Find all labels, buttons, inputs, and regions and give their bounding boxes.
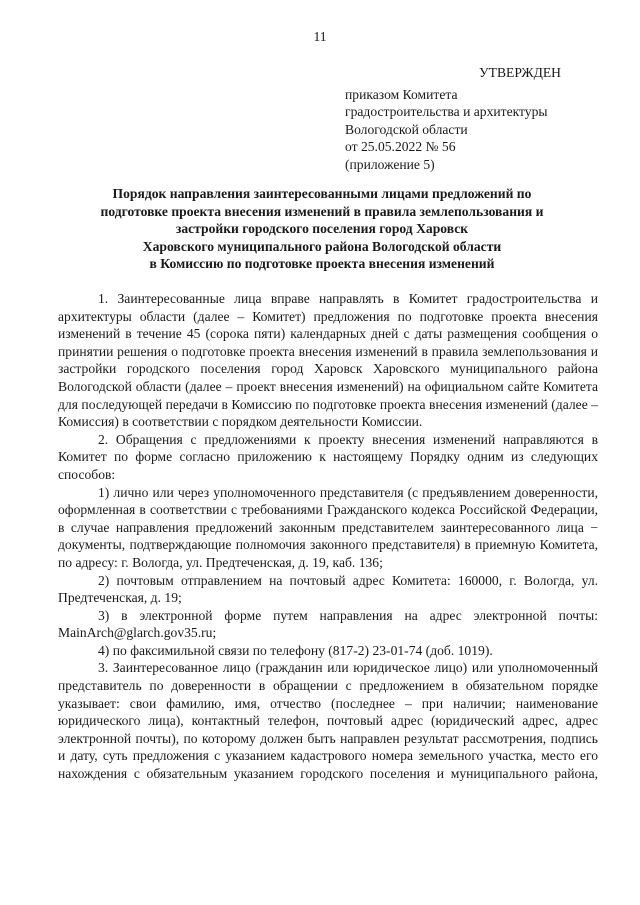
document-body	[58, 290, 598, 783]
title-line: в Комиссию по подготовке проекта внесения изменений	[149, 256, 495, 272]
approval-line: градостроительства и архитектуры	[345, 104, 548, 120]
approval-line: от 25.05.2022 № 56	[345, 139, 456, 155]
title-line: Харовского муниципального района Вологодской области	[142, 238, 502, 254]
paragraph-item-2: 2. Обращения с предложениями к проекту внесения изменений направляются в Комитет по форме согласно приложению к настоящему Порядку одним из следующих способов:	[58, 431, 598, 482]
paragraph-subitem-4: 4) по факсимильной связи по телефону (817-2) 23-01-74 (доб. 1019).	[98, 642, 493, 658]
paragraph-item-3: 3. Заинтересованное лицо (гражданин или юридическое лицо) или уполномоченный представитель по доверенности в обращении с предложением в обязательном порядке указывает: свои фамилию, имя, отчество (последнее – при наличии; наименование юридического лица), контактный телефон, почтовый адрес (юридический адрес, адрес электронной почты), по которому должен быть направлен результат рассмотрения, подпись и дату, суть предложения с указанием кадастрового номера земельного участка, место его нахождения с обязательным указанием городского поселения и муниципального района,	[58, 660, 598, 782]
approval-line: приказом Комитета	[345, 86, 458, 102]
approval-heading: УТВЕРЖДЕН	[479, 65, 561, 80]
approval-line: Вологодской области	[345, 121, 468, 137]
document-title	[58, 185, 586, 273]
title-line: подготовке проекта внесения изменений в правила землепользования и	[100, 203, 544, 219]
paragraph-subitem-1: 1) лично или через уполномоченного представителя (с предъявлением доверенности, оформленная в соответствии с требованиями Гражданского кодекса Российской Федерации, в случае направления предложений законным представителем заинтересованного лица − документы, подтверждающие полномочия законного представителя) в приемную Комитета, по адресу: г. Вологда, ул. Предтеченская, д. 19, каб. 136;	[58, 484, 598, 570]
approval-line: (приложение 5)	[345, 156, 435, 172]
title-line: застройки городского поселения город Харовск	[175, 221, 469, 237]
approval-block	[345, 64, 605, 174]
paragraph-subitem-2: 2) почтовым отправлением на почтовый адрес Комитета: 160000, г. Вологда, ул. Предтеченская, д. 19;	[58, 572, 598, 606]
title-line: Порядок направления заинтересованными лицами предложений по	[112, 186, 532, 201]
paragraph-subitem-3: 3) в электронной форме путем направления на адрес электронной почты: MainArch@glarch.gov35.ru;	[58, 607, 598, 641]
paragraph-item-1: 1. Заинтересованные лица вправе направлять в Комитет градостроительства и архитектуры области (далее – Комитет) предложения по подготовке проекта внесения изменений в течение 45 (сорока пяти) календарных дней с даты размещения сообщения о принятии решения о подготовке проекта внесения изменений в правила землепользования и застройки городского поселения город Харовск Харовского муниципального района Вологодской области (далее – проект внесения изменений) на официальном сайте Комитета для последующей передачи в Комиссию по подготовке проекта внесения изменений (далее – Комиссия) в соответствии с порядком деятельности Комиссии.	[58, 291, 598, 430]
page-number: 11	[313, 29, 327, 44]
